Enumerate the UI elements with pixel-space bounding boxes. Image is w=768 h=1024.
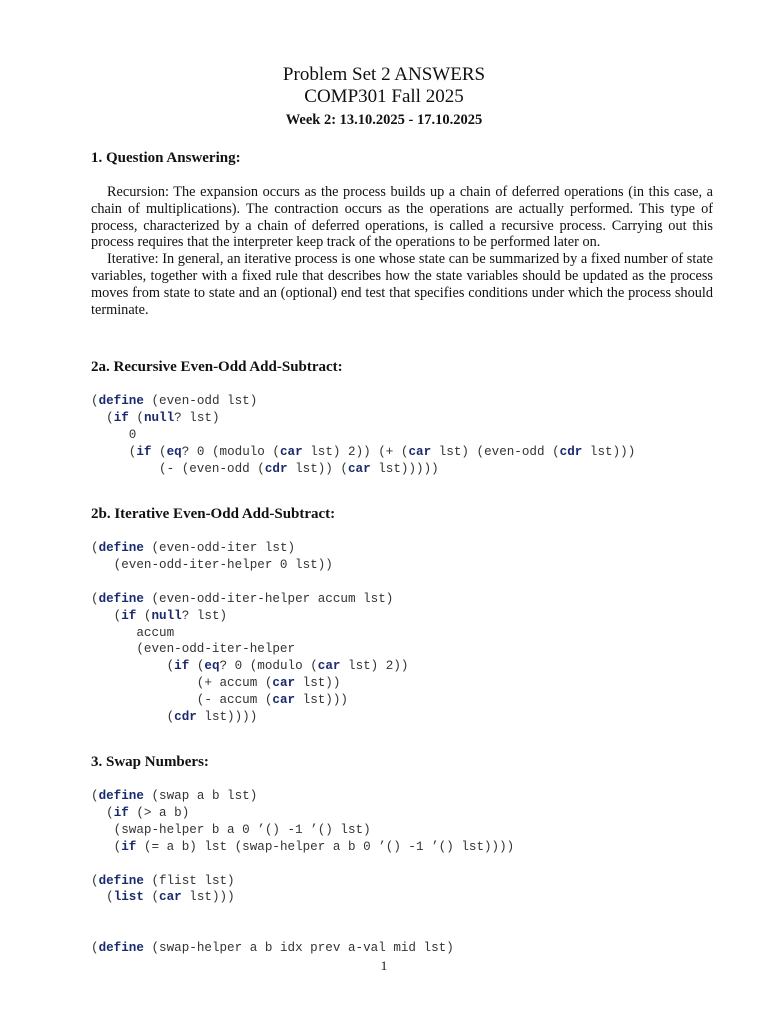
- section-recursive-even-odd: [91, 358, 713, 478]
- code-line: (swap-helper b a 0 ’() -1 ’() lst): [91, 822, 371, 837]
- code-line: (list (car lst))): [91, 890, 235, 905]
- code-keyword: car: [272, 676, 296, 691]
- code-keyword: if: [113, 410, 129, 425]
- code-line: (if (eq? 0 (modulo (car lst) 2)) (+ (car lst) (even-odd (cdr lst))): [91, 444, 636, 459]
- code-keyword: cdr: [174, 710, 197, 725]
- code-line: (if (null? lst): [91, 410, 220, 425]
- document-title: Problem Set 2 ANSWERS: [282, 64, 486, 85]
- section-swap-numbers: [91, 753, 713, 957]
- code-line: (if (eq? 0 (modulo (car lst) 2)): [91, 659, 409, 674]
- code-keyword: cdr: [559, 444, 583, 459]
- code-line: (+ accum (car lst)): [91, 676, 341, 691]
- section-question-answering: [91, 149, 713, 318]
- section-title-q1: 1. Question Answering:: [91, 150, 241, 166]
- code-block-q2b: [91, 540, 713, 726]
- code-line: (define (even-odd-iter-helper accum lst): [91, 591, 394, 606]
- code-line: (- accum (car lst))): [91, 693, 348, 708]
- code-keyword: car: [317, 659, 341, 674]
- code-keyword: cdr: [264, 461, 288, 476]
- code-keyword: null: [143, 410, 175, 425]
- document-header: [0, 64, 768, 130]
- page-number: 1: [380, 958, 388, 973]
- code-keyword: if: [113, 805, 129, 820]
- section-title-q2a: 2a. Recursive Even-Odd Add-Subtract:: [91, 359, 343, 375]
- code-line: (define (swap-helper a b idx prev a-val mid lst): [91, 941, 454, 956]
- code-block-q2a: [91, 393, 713, 478]
- section-title-q3: 3. Swap Numbers:: [91, 754, 209, 770]
- code-keyword: car: [159, 890, 182, 905]
- code-keyword: if: [174, 659, 190, 674]
- code-keyword: if: [121, 608, 137, 623]
- code-keyword: car: [408, 444, 432, 459]
- code-line: (define (even-odd lst): [91, 394, 258, 408]
- code-line: (define (swap a b lst): [91, 789, 258, 803]
- code-keyword: null: [151, 608, 182, 623]
- code-keyword: define: [98, 394, 144, 408]
- iterative-paragraph: Iterative: In general, an iterative process is one whose state can be summarized by a fixed number of state variables, together with a fixed rule that describes how the state variables should be updated as the process moves from state to state and an (optional) end test that specifies conditions under which the process should terminate.: [91, 251, 713, 318]
- code-keyword: define: [98, 541, 144, 555]
- code-keyword: define: [98, 591, 144, 606]
- code-keyword: list: [113, 890, 144, 905]
- code-keyword: if: [121, 839, 137, 854]
- code-keyword: car: [279, 444, 303, 459]
- code-line: (even-odd-iter-helper: [91, 642, 296, 657]
- section-title-q2b: 2b. Iterative Even-Odd Add-Subtract:: [91, 506, 336, 522]
- section-iterative-even-odd: [91, 505, 713, 726]
- recursion-paragraph: Recursion: The expansion occurs as the process builds up a chain of deferred operations (in this case, a chain of multiplications). The contraction occurs as the operations are actually performed. This type of process, characterized by a chain of deferred operations, is called a recursive process. Carrying out this process requires that the interpreter keep track of the operations to be performed later on.: [91, 184, 713, 251]
- code-line: (if (null? lst): [91, 608, 228, 623]
- code-block-q3: [91, 788, 713, 957]
- course-title: COMP301 Fall 2025: [304, 86, 464, 107]
- code-keyword: if: [136, 444, 152, 459]
- code-line: (if (= a b) lst (swap-helper a b 0 ’() -1 ’() lst)))): [91, 839, 515, 854]
- code-line: (if (> a b): [91, 805, 190, 820]
- code-keyword: define: [98, 873, 144, 888]
- code-line: (define (flist lst): [91, 873, 235, 888]
- code-line: (- (even-odd (cdr lst)) (car lst))))): [91, 461, 439, 476]
- code-keyword: define: [98, 789, 144, 803]
- code-keyword: car: [347, 461, 371, 476]
- code-keyword: define: [98, 941, 144, 956]
- code-line: accum: [91, 625, 175, 640]
- code-keyword: eq: [166, 444, 182, 459]
- week-dates: Week 2: 13.10.2025 - 17.10.2025: [285, 112, 483, 128]
- code-line: 0: [91, 427, 137, 442]
- code-line: (even-odd-iter-helper 0 lst)): [91, 557, 333, 572]
- code-keyword: eq: [204, 659, 220, 674]
- code-line: (cdr lst)))): [91, 710, 258, 725]
- code-line: (define (even-odd-iter lst): [91, 541, 296, 555]
- code-keyword: car: [272, 693, 296, 708]
